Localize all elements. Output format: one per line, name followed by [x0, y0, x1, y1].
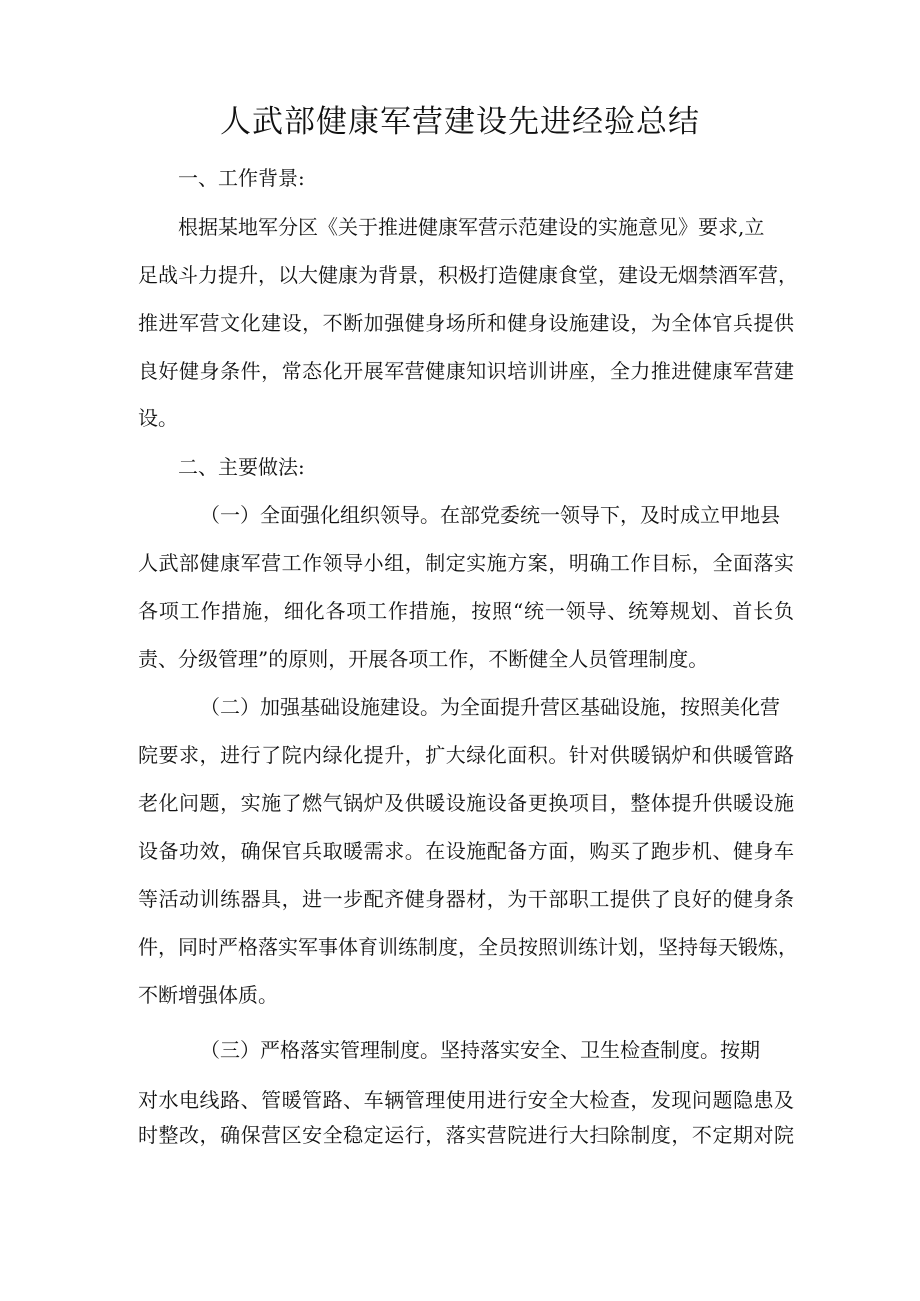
paragraph-line: 根据某地军分区《关于推进健康军营示范建设的实施意见》要求,立	[178, 215, 765, 239]
paragraph-line: 老化问题，实施了燃气锅炉及供暖设施设备更换项目，整体提升供暖设施	[138, 791, 794, 815]
paragraph-line: 对水电线路、管暖管路、车辆管理使用进行安全大检查，发现问题隐患及	[138, 1088, 794, 1112]
paragraph-line: 责、分级管理”的原则，开展各项工作，不断健全人员管理制度。	[138, 647, 709, 671]
paragraph-line: 设。	[138, 406, 178, 430]
paragraph-line: 足战斗力提升，以大健康为背景，积极打造健康食堂，建设无烟禁酒军营，	[138, 263, 798, 287]
paragraph-line: 不断增强体质。	[138, 983, 278, 1007]
paragraph-line: 良好健身条件，常态化开展军营健康知识培训讲座，全力推进健康军营建	[138, 359, 794, 383]
paragraph-line: 院要求，进行了院内绿化提升，扩大绿化面积。针对供暖锅炉和供暖管路	[138, 743, 794, 767]
paragraph-line: 等活动训练器具，进一步配齐健身器材，为干部职工提供了良好的健身条	[138, 887, 794, 911]
document-title: 人武部健康军营建设先进经验总结	[220, 104, 700, 140]
paragraph-line: （一）全面强化组织领导。在部党委统一领导下，及时成立甲地县	[200, 503, 780, 527]
paragraph-line: （三）严格落实管理制度。坚持落实安全、卫生检查制度。按期	[200, 1038, 760, 1062]
section-heading-methods: 二、主要做法:	[178, 455, 305, 479]
paragraph-line: 时整改，确保营区安全稳定运行，落实营院进行大扫除制度，不定期对院	[138, 1123, 794, 1147]
section-heading-background: 一、工作背景:	[178, 166, 305, 190]
paragraph-line: 各项工作措施，细化各项工作措施，按照“统一领导、统筹规划、首长负	[138, 599, 794, 623]
paragraph-line: 人武部健康军营工作领导小组，制定实施方案，明确工作目标，全面落实	[138, 551, 794, 575]
paragraph-line: 件，同时严格落实军事体育训练制度，全员按照训练计划，坚持每天锻炼，	[138, 935, 798, 959]
paragraph-line: 设备功效，确保官兵取暖需求。在设施配备方面，购买了跑步机、健身车	[138, 839, 794, 863]
paragraph-line: （二）加强基础设施建设。为全面提升营区基础设施，按照美化营	[200, 695, 780, 719]
paragraph-line: 推进军营文化建设，不断加强健身场所和健身设施建设，为全体官兵提供	[138, 311, 794, 335]
